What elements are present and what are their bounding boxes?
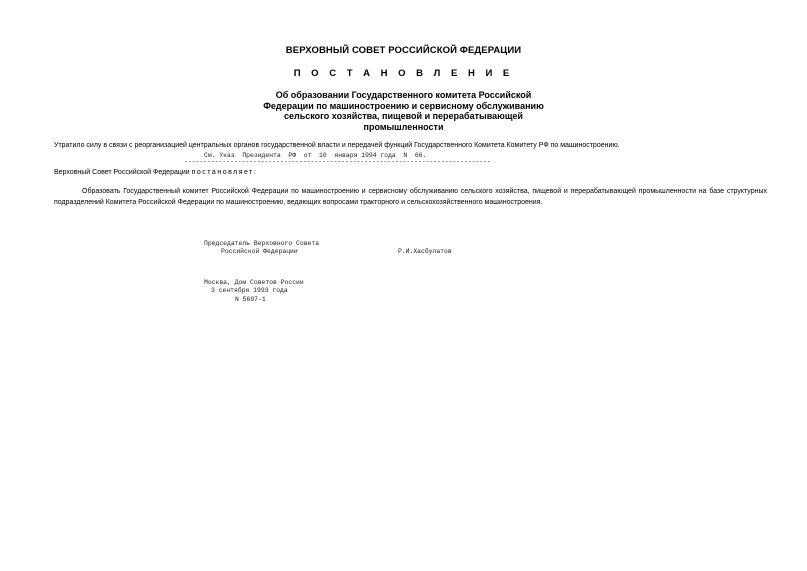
title-line: сельского хозяйства, пищевой и перерабатывающей (284, 111, 523, 121)
issuing-organization: ВЕРХОВНЫЙ СОВЕТ РОССИЙСКОЙ ФЕДЕРАЦИИ (285, 45, 522, 56)
lost-force-note: Утратило силу в связи с реорганизацией центральных органов государственной власти и передачей функций Государственного Комитета Комитету РФ по машиностроению. (54, 142, 620, 149)
title-line: Федерации по машиностроению и сервисному обслуживанию (263, 100, 544, 111)
signatory-name: Р.И.Хасбулатов (398, 248, 452, 255)
signature-title-line1: Председатель Верховного Совета (204, 240, 320, 247)
document-number: N 5697-1 (235, 296, 266, 303)
see-decree-note: См. Указ Президента РФ от 10 января 1994 года N 66. (204, 152, 427, 159)
enacting-prefix: Верховный Совет Российской Федерации (54, 169, 192, 176)
document-type: П О С Т А Н О В Л Е Н И Е (293, 68, 514, 79)
title-line: Об образовании Государственного комитета Российской (275, 90, 532, 100)
decree-body (54, 187, 767, 208)
signature-title-line2: Российской Федерации (221, 248, 298, 255)
enacting-word: постановляет: (191, 169, 258, 176)
separator-dashes: -------------------------------------------------------------------------------- (184, 158, 491, 165)
decree-body-text: Образовать Государственный комитет Российской Федерации по машиностроению и сервисному обслуживанию сельского хозяйства, пищевой и перерабатывающей промышленности на базе структурных подразделений Комитета Российской Федерации по машиностроению, ведающих вопросами тракторного и сельскохозяйственного машиностроения. (54, 188, 767, 206)
signing-date: 3 сентября 1993 года (211, 287, 288, 294)
enacting-clause (54, 169, 257, 176)
document-title (0, 90, 807, 132)
title-line: промышленности (363, 121, 444, 132)
signing-place: Москва, Дом Советов России (204, 279, 304, 286)
